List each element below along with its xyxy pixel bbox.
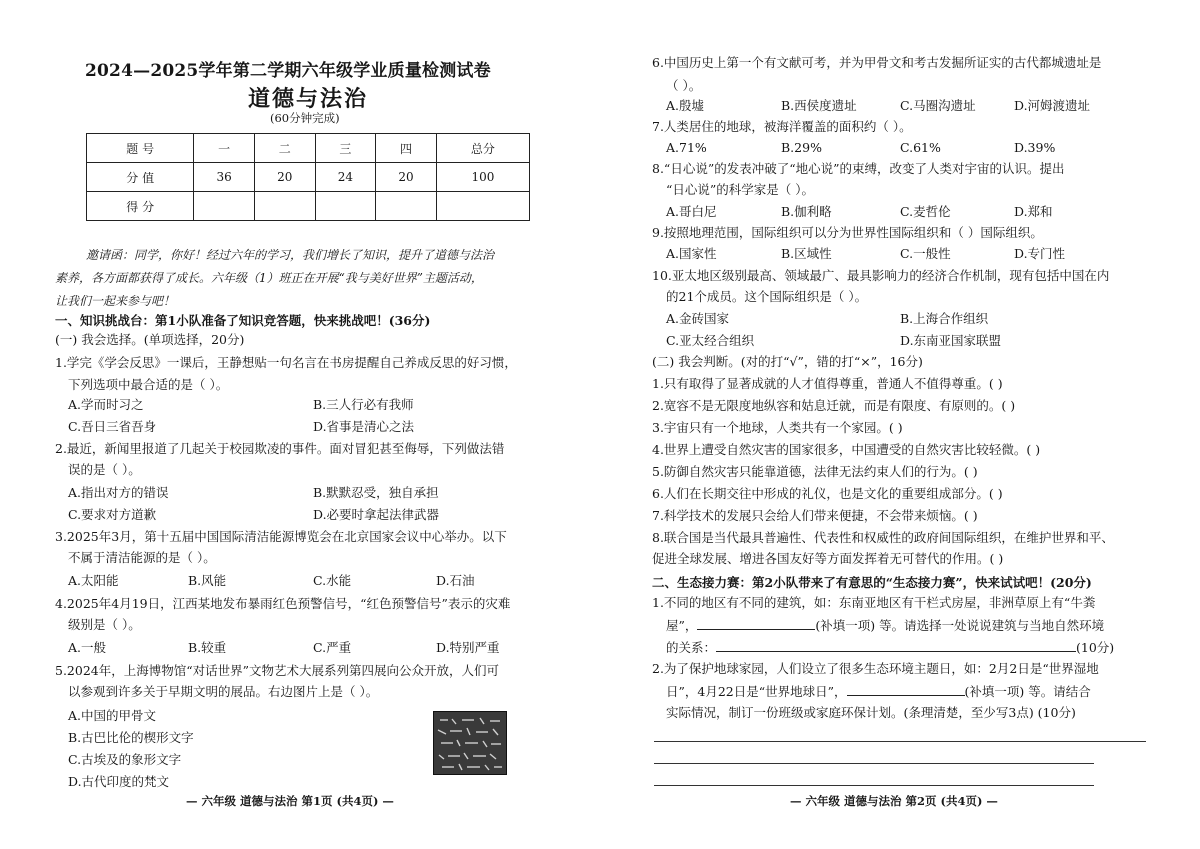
score-cell bbox=[436, 192, 529, 221]
q1-option-d: D.省事是清心之法 bbox=[313, 419, 415, 434]
score-table bbox=[86, 133, 530, 221]
part2-q2-text-b: (补填一项) 等。请结合 bbox=[964, 684, 1091, 699]
page-2-footer: — 六年级 道德与法治 第2页 (共4页) — bbox=[790, 794, 998, 808]
cuneiform-tablet-image bbox=[433, 711, 507, 775]
answer-line-1[interactable] bbox=[654, 741, 1146, 742]
q6-option-d: D.河姆渡遗址 bbox=[1014, 98, 1091, 113]
q3-option-d: D.石油 bbox=[436, 573, 475, 588]
q10-stem-1: 10.亚太地区级别最高、领域最广、最具影响力的经济合作机制，现有包括中国在内 bbox=[652, 268, 1110, 283]
judge-item-2: 2.宽容不是无限度地纵容和姑息迁就，而是有限度、有原则的。( ) bbox=[652, 398, 1016, 413]
q3-option-a: A.太阳能 bbox=[68, 573, 119, 588]
judge-item-4: 4.世界上遭受自然灾害的国家很多，中国遭受的自然灾害比较轻微。( ) bbox=[652, 442, 1041, 457]
q6-stem-1: 6.中国历史上第一个有文献可考，并为甲骨文和考古发掘所证实的古代都城遗址是 bbox=[652, 55, 1102, 70]
q8-option-a: A.哥白尼 bbox=[666, 204, 717, 219]
q4-option-a: A.一般 bbox=[68, 640, 107, 655]
q1-option-c: C.吾日三省吾身 bbox=[68, 419, 157, 434]
judge-item-1: 1.只有取得了显著成就的人才值得尊重，普通人不值得尊重。( ) bbox=[652, 376, 1003, 391]
q10-option-a: A.金砖国家 bbox=[666, 311, 730, 326]
part2-q1-line-1: 1.不同的地区有不同的建筑，如：东南亚地区有干栏式房屋，非洲草原上有“牛粪 bbox=[652, 595, 1096, 610]
score-cell: 二 bbox=[254, 134, 315, 163]
q4-stem-1: 4.2025年4月19日，江西某地发布暴雨红色预警信号，“红色预警信号”表示的灾难 bbox=[55, 596, 511, 611]
score-table-row-header bbox=[87, 134, 530, 163]
q5-option-a: A.中国的甲骨文 bbox=[68, 708, 157, 723]
q2-option-b: B.默默忍受，独自承担 bbox=[313, 485, 439, 500]
q10-stem-2: 的21个成员。这个国际组织是（ ）。 bbox=[666, 289, 868, 304]
q10-option-c: C.亚太经合组织 bbox=[666, 333, 755, 348]
part1-sub1: (一) 我会选择。(单项选择，20分) bbox=[55, 332, 245, 347]
q6-option-b: B.西侯度遗址 bbox=[781, 98, 857, 113]
q6-option-a: A.殷墟 bbox=[666, 98, 705, 113]
q5-option-b: B.古巴比伦的楔形文字 bbox=[68, 730, 194, 745]
q9-option-b: B.区域性 bbox=[781, 246, 832, 261]
q1-option-a: A.学而时习之 bbox=[68, 397, 144, 412]
q7-option-d: D.39% bbox=[1014, 140, 1056, 155]
score-table-row-scored bbox=[87, 192, 530, 221]
score-cell bbox=[194, 192, 255, 221]
part2-heading: 二、生态接力赛：第2小队带来了有意思的“生态接力赛”，快来试试吧！(20分) bbox=[652, 575, 1092, 590]
q1-stem-2: 下列选项中最合适的是（ ）。 bbox=[68, 377, 229, 392]
q3-option-b: B.风能 bbox=[188, 573, 227, 588]
score-cell bbox=[254, 192, 315, 221]
intro-line-3: 让我们一起来参与吧！ bbox=[55, 294, 176, 308]
q4-option-c: C.严重 bbox=[313, 640, 352, 655]
q9-option-c: C.一般性 bbox=[900, 246, 951, 261]
answer-line-2[interactable] bbox=[654, 763, 1094, 764]
q10-option-d: D.东南亚国家联盟 bbox=[900, 333, 1002, 348]
q6-option-c: C.马圈沟遗址 bbox=[900, 98, 976, 113]
score-cell: 一 bbox=[194, 134, 255, 163]
score-cell: 四 bbox=[376, 134, 437, 163]
score-cell: 分 值 bbox=[87, 163, 194, 192]
exam-title: 2024—2025学年第二学期六年级学业质量检测试卷 bbox=[85, 61, 491, 81]
exam-page-2 bbox=[600, 0, 1200, 849]
part2-q1-score: (10分) bbox=[1076, 640, 1115, 655]
score-cell: 20 bbox=[254, 163, 315, 192]
score-cell: 三 bbox=[315, 134, 376, 163]
part2-q1-text-c: 的关系： bbox=[666, 640, 717, 655]
q1-stem-1: 1.学完《学会反思》一课后，王静想贴一句名言在书房提醒自己养成反思的好习惯， bbox=[55, 355, 517, 370]
q5-stem-1: 5.2024年，上海博物馆“对话世界”文物艺术大展系列第四展向公众开放，人们可 bbox=[55, 663, 500, 678]
q9-option-d: D.专门性 bbox=[1014, 246, 1066, 261]
q5-option-d: D.古代印度的梵文 bbox=[68, 774, 170, 789]
q7-option-b: B.29% bbox=[781, 140, 822, 155]
q4-option-d: D.特别严重 bbox=[436, 640, 500, 655]
part2-q1-answer-blank[interactable] bbox=[716, 639, 1076, 652]
score-cell: 题 号 bbox=[87, 134, 194, 163]
intro-line-2: 素养，各方面都获得了成长。六年级（1）班正在开展“我与美好世界”主题活动， bbox=[55, 271, 483, 285]
q3-stem-1: 3.2025年3月，第十五届中国国际清洁能源博览会在北京国家会议中心举办。以下 bbox=[55, 529, 507, 544]
q1-option-b: B.三人行必有我师 bbox=[313, 397, 414, 412]
score-cell: 总分 bbox=[436, 134, 529, 163]
q9-option-a: A.国家性 bbox=[666, 246, 717, 261]
intro-line-1: 邀请函：同学，你好！经过六年的学习，我们增长了知识，提升了道德与法治 bbox=[86, 248, 495, 262]
page-1-footer: — 六年级 道德与法治 第1页 (共4页) — bbox=[186, 794, 394, 808]
judge-item-6: 6.人们在长期交往中形成的礼仪，也是文化的重要组成部分。( ) bbox=[652, 486, 1003, 501]
part2-q1-text-a: 屋”， bbox=[666, 618, 698, 633]
judge-item-7: 7.科学技术的发展只会给人们带来便捷，不会带来烦恼。( ) bbox=[652, 508, 978, 523]
score-cell bbox=[315, 192, 376, 221]
time-note: (60分钟完成) bbox=[270, 111, 340, 125]
q8-stem-2: “日心说”的科学家是（ ）。 bbox=[666, 182, 815, 197]
score-table-row-values bbox=[87, 163, 530, 192]
part2-q1-line-2 bbox=[666, 617, 1104, 634]
q3-stem-2: 不属于清洁能源的是（ ）。 bbox=[68, 550, 216, 565]
q7-stem: 7.人类居住的地球，被海洋覆盖的面积约（ ）。 bbox=[652, 119, 912, 134]
score-cell: 100 bbox=[436, 163, 529, 192]
score-cell: 得 分 bbox=[87, 192, 194, 221]
q5-stem-2: 以参观到许多关于早期文明的展品。右边图片上是（ ）。 bbox=[68, 684, 379, 699]
q3-option-c: C.水能 bbox=[313, 573, 352, 588]
q10-option-b: B.上海合作组织 bbox=[900, 311, 989, 326]
part2-q2-text-a: 日”，4月22日是“世界地球日”， bbox=[666, 684, 847, 699]
part2-q1-line-3 bbox=[666, 639, 1114, 656]
answer-line-3[interactable] bbox=[654, 785, 1094, 786]
part1-sub2: (二) 我会判断。(对的打“√”，错的打“×”，16分) bbox=[652, 354, 923, 369]
q2-stem-1: 2.最近，新闻里报道了几起关于校园欺凌的事件。面对冒犯甚至侮辱，下列做法错 bbox=[55, 441, 505, 456]
q8-option-c: C.麦哲伦 bbox=[900, 204, 951, 219]
q7-option-a: A.71% bbox=[666, 140, 707, 155]
q8-stem-1: 8.“日心说”的发表冲破了“地心说”的束缚，改变了人类对宇宙的认识。提出 bbox=[652, 161, 1065, 176]
subject-title: 道德与法治 bbox=[248, 87, 369, 112]
score-cell: 36 bbox=[194, 163, 255, 192]
score-cell bbox=[376, 192, 437, 221]
part2-q1-text-b: (补填一项) 等。请选择一处说说建筑与当地自然环境 bbox=[815, 618, 1105, 633]
judge-item-5: 5.防御自然灾害只能靠道德，法律无法约束人们的行为。( ) bbox=[652, 464, 978, 479]
q6-stem-2: （ ）。 bbox=[666, 78, 702, 93]
judge-item-8-line-2: 促进全球发展、增进各国友好等方面发挥着无可替代的作用。( ) bbox=[652, 551, 1004, 566]
part2-q2-fill-blank[interactable] bbox=[847, 683, 965, 696]
q2-option-d: D.必要时拿起法律武器 bbox=[313, 507, 440, 522]
q8-option-b: B.伽利略 bbox=[781, 204, 832, 219]
q2-option-a: A.指出对方的错误 bbox=[68, 485, 169, 500]
q2-stem-2: 误的是（ ）。 bbox=[68, 462, 141, 477]
judge-item-3: 3.宇宙只有一个地球，人类共有一个家园。( ) bbox=[652, 420, 903, 435]
q4-option-b: B.较重 bbox=[188, 640, 227, 655]
q4-stem-2: 级别是（ ）。 bbox=[68, 617, 141, 632]
part2-q2-line-3: 实际情况，制订一份班级或家庭环保计划。(条理清楚，至少写3点) (10分) bbox=[666, 705, 1076, 720]
part2-q2-line-2 bbox=[666, 683, 1091, 700]
q2-option-c: C.要求对方道歉 bbox=[68, 507, 157, 522]
q5-option-c: C.古埃及的象形文字 bbox=[68, 752, 182, 767]
part1-heading: 一、知识挑战台：第1小队准备了知识竞答题，快来挑战吧！(36分) bbox=[55, 313, 431, 328]
part2-q2-line-1: 2.为了保护地球家园，人们设立了很多生态环境主题日，如：2月2日是“世界湿地 bbox=[652, 661, 1099, 676]
q9-stem: 9.按照地理范围，国际组织可以分为世界性国际组织和（ ）国际组织。 bbox=[652, 225, 1043, 240]
score-cell: 24 bbox=[315, 163, 376, 192]
judge-item-8-line-1: 8.联合国是当代最具普遍性、代表性和权威性的政府间国际组织，在维护世界和平、 bbox=[652, 530, 1114, 545]
part2-q1-fill-blank[interactable] bbox=[697, 617, 815, 630]
q8-option-d: D.郑和 bbox=[1014, 204, 1053, 219]
q7-option-c: C.61% bbox=[900, 140, 941, 155]
score-cell: 20 bbox=[376, 163, 437, 192]
